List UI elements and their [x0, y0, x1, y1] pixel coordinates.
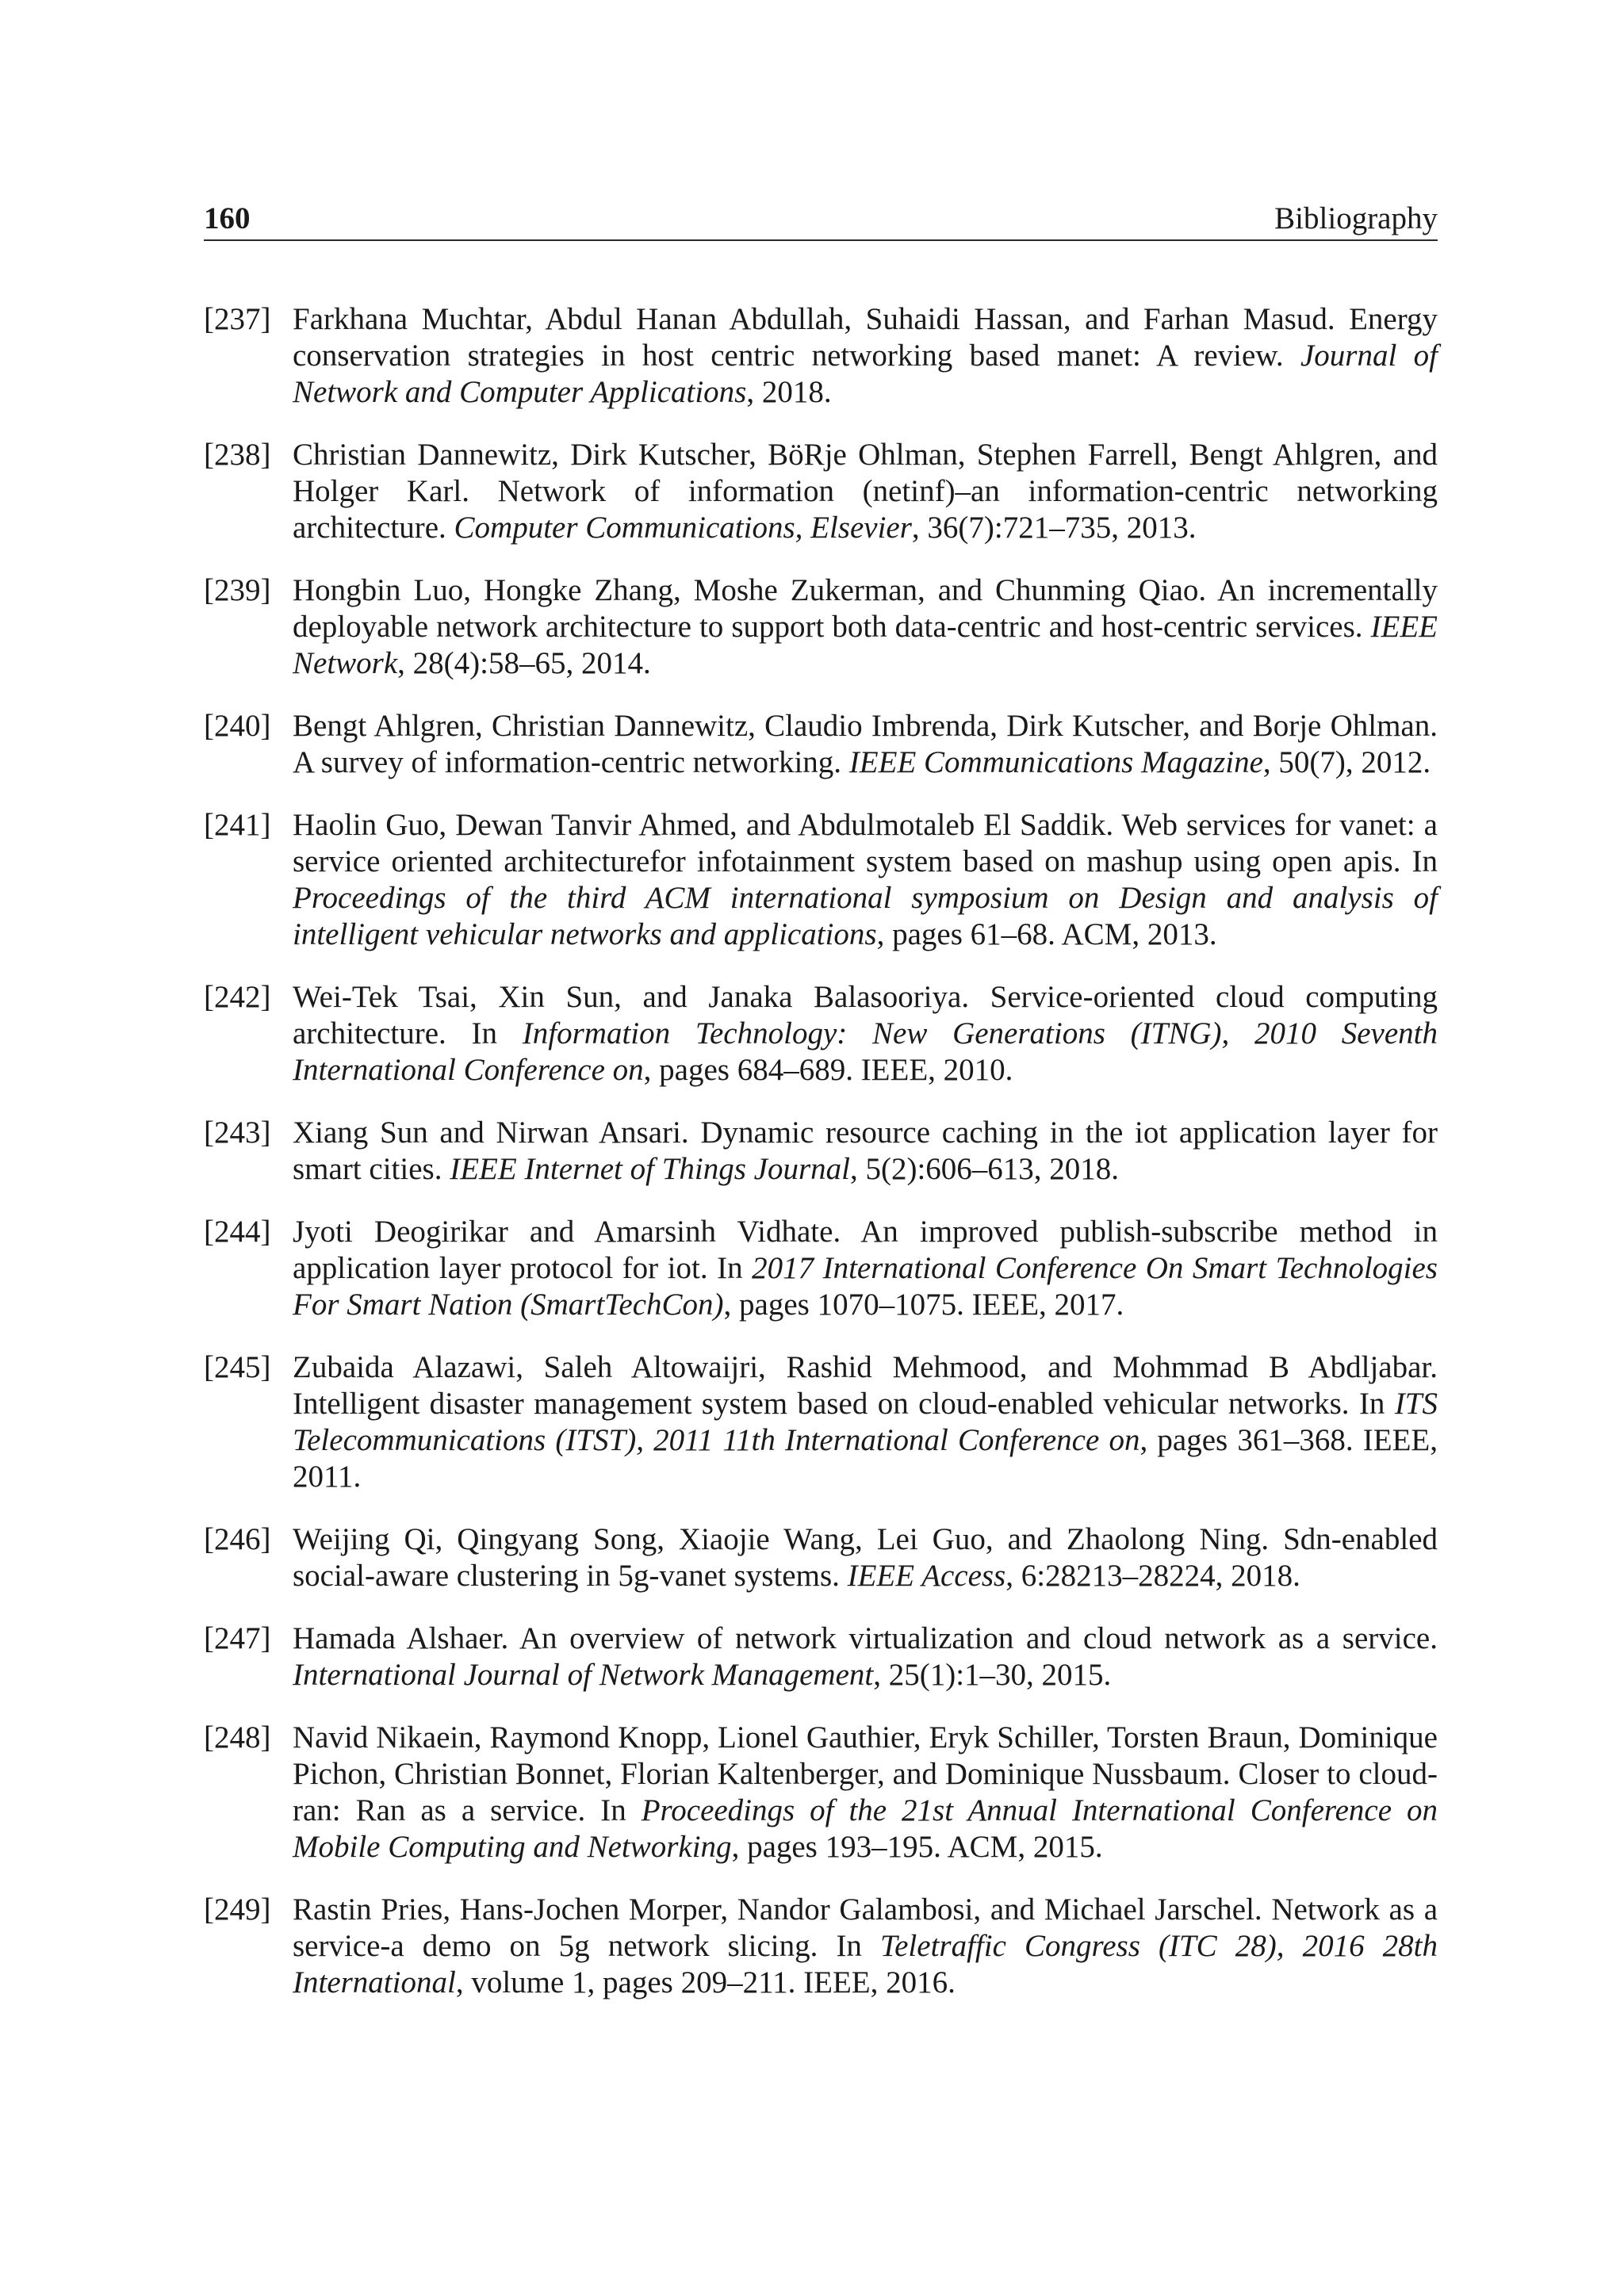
reference-prefix: In [1411, 844, 1438, 878]
bibliography-entry [204, 1621, 1438, 1693]
reference-label: [242] [204, 980, 271, 1014]
reference-details: , pages 1070–1075. IEEE, 2017. [723, 1288, 1124, 1322]
reference-text [293, 1621, 1438, 1693]
reference-prefix: In [1358, 1387, 1395, 1421]
bibliography-entry [204, 437, 1438, 546]
reference-venue: Journal of Network and Computer Applications [293, 339, 1438, 409]
reference-label: [245] [204, 1350, 271, 1384]
reference-text [293, 1720, 1438, 1866]
reference-text [293, 1349, 1438, 1495]
reference-authors: Navid Nikaein, Raymond Knopp, Lionel Gauthier, Eryk Schiller, Torsten Braun, Dominique Pichon, Christian Bonnet, Florian Kaltenberger, and Dominique Nussbaum. [293, 1720, 1438, 1791]
reference-details: , 50(7), 2012. [1262, 745, 1431, 779]
reference-details: , pages 684–689. IEEE, 2010. [643, 1053, 1013, 1087]
reference-title: An overview of network virtualization and cloud network as a service. [519, 1621, 1438, 1655]
bibliography-entry [204, 572, 1438, 682]
reference-venue: IEEE Communications Magazine [848, 745, 1263, 779]
reference-venue: IEEE Internet of Things Journal [450, 1152, 850, 1186]
reference-authors: Xiang Sun and Nirwan Ansari. [293, 1115, 689, 1150]
bibliography-entry [204, 1349, 1438, 1495]
bibliography-entry [204, 1892, 1438, 2001]
reference-title: Energy conservation strategies in host centric networking based manet: A review. [293, 302, 1438, 373]
reference-authors: Farkhana Muchtar, Abdul Hanan Abdullah, Suhaidi Hassan, and Farhan Masud. [293, 302, 1335, 336]
reference-label: [239] [204, 573, 271, 607]
bibliography-entry [204, 1521, 1438, 1594]
reference-venue: 2017 International Conference On Smart Technologies For Smart Nation (SmartTechCon) [293, 1251, 1438, 1322]
reference-venue: Teletraffic Congress (ITC 28), 2016 28th International [293, 1929, 1438, 1999]
reference-label: [241] [204, 808, 271, 842]
reference-text [293, 1521, 1438, 1594]
reference-venue: Computer Communications, Elsevier [454, 511, 912, 545]
reference-prefix: In [600, 1793, 642, 1827]
bibliography-entry [204, 301, 1438, 411]
bibliography-entry [204, 1115, 1438, 1188]
running-head: Bibliography [1274, 201, 1438, 235]
reference-text [293, 301, 1438, 411]
reference-prefix: In [836, 1929, 881, 1963]
reference-text [293, 1892, 1438, 2001]
reference-details: , pages 361–368. IEEE, 2011. [293, 1423, 1438, 1494]
page-number: 160 [204, 201, 251, 235]
reference-title: Service-oriented cloud computing architecture. [293, 980, 1438, 1050]
reference-text [293, 437, 1438, 546]
reference-text [293, 572, 1438, 682]
reference-text [293, 1214, 1438, 1323]
reference-label: [247] [204, 1621, 271, 1655]
reference-title: Network as a service-a demo on 5g network slicing. [293, 1892, 1438, 1963]
reference-text [293, 807, 1438, 953]
reference-title: Intelligent disaster management system based on cloud-enabled vehicular networks. [293, 1387, 1350, 1421]
bibliography-list [204, 301, 1438, 2027]
reference-authors: Zubaida Alazawi, Saleh Altowaijri, Rashid Mehmood, and Mohmmad B Abdljabar. [293, 1350, 1438, 1384]
reference-title: Dynamic resource caching in the iot application layer for smart cities. [293, 1115, 1438, 1186]
reference-text [293, 1115, 1438, 1188]
page-header [204, 195, 1438, 241]
reference-authors: Hamada Alshaer. [293, 1621, 509, 1655]
reference-venue: Information Technology: New Generations (ITNG), 2010 Seventh International Conference on [293, 1016, 1438, 1087]
reference-details: , 25(1):1–30, 2015. [873, 1658, 1112, 1692]
reference-authors: Christian Dannewitz, Dirk Kutscher, BöRje Ohlman, Stephen Farrell, Bengt Ahlgren, and Holger Karl. [293, 438, 1438, 508]
reference-authors: Jyoti Deogirikar and Amarsinh Vidhate. [293, 1215, 841, 1249]
reference-authors: Haolin Guo, Dewan Tanvir Ahmed, and Abdulmotaleb El Saddik. [293, 808, 1114, 842]
reference-details: , pages 61–68. ACM, 2013. [876, 917, 1217, 951]
reference-venue: International Journal of Network Management [293, 1658, 874, 1692]
reference-label: [238] [204, 438, 271, 472]
reference-title: An incrementally deployable network architecture to support both data-centric and host-centric services. [293, 573, 1438, 644]
reference-details: , 5(2):606–613, 2018. [849, 1152, 1120, 1186]
reference-label: [243] [204, 1115, 271, 1150]
bibliography-entry [204, 708, 1438, 781]
reference-label: [244] [204, 1215, 271, 1249]
reference-title: A survey of information-centric networking. [293, 745, 842, 779]
reference-label: [249] [204, 1892, 271, 1927]
reference-title: Web services for vanet: a service oriented architecturefor infotainment system based on mashup using open apis. [293, 808, 1438, 878]
reference-title: Sdn-enabled social-aware clustering in 5g-vanet systems. [293, 1522, 1438, 1593]
bibliography-entry [204, 1720, 1438, 1866]
reference-text [293, 708, 1438, 781]
reference-venue: IEEE Network [293, 610, 1438, 680]
reference-title: Closer to cloud-ran: Ran as a service. [293, 1757, 1438, 1827]
reference-venue: Proceedings of the third ACM international symposium on Design and analysis of intelligent vehicular networks and applications [293, 881, 1438, 951]
reference-label: [248] [204, 1720, 271, 1755]
bibliography-entry [204, 979, 1438, 1089]
reference-title: Network of information (netinf)–an information-centric networking architecture. [293, 474, 1438, 545]
reference-authors: Weijing Qi, Qingyang Song, Xiaojie Wang, Lei Guo, and Zhaolong Ning. [293, 1522, 1270, 1556]
reference-details: , 6:28213–28224, 2018. [1005, 1559, 1300, 1593]
reference-prefix: In [717, 1251, 753, 1285]
reference-details: , pages 193–195. ACM, 2015. [731, 1830, 1103, 1864]
reference-details: , 36(7):721–735, 2013. [911, 511, 1197, 545]
bibliography-entry [204, 1214, 1438, 1323]
reference-venue: ITS Telecommunications (ITST), 2011 11th International Conference on [293, 1387, 1438, 1457]
reference-details: , 28(4):58–65, 2014. [397, 646, 651, 680]
reference-label: [240] [204, 709, 271, 743]
bibliography-entry [204, 807, 1438, 953]
reference-authors: Wei-Tek Tsai, Xin Sun, and Janaka Balasooriya. [293, 980, 970, 1014]
reference-details: , 2018. [746, 375, 832, 409]
reference-details: , volume 1, pages 209–211. IEEE, 2016. [455, 1965, 956, 1999]
reference-authors: Bengt Ahlgren, Christian Dannewitz, Claudio Imbrenda, Dirk Kutscher, and Borje Ohlman. [293, 709, 1438, 743]
reference-venue: Proceedings of the 21st Annual International Conference on Mobile Computing and Networking [293, 1793, 1438, 1864]
reference-authors: Hongbin Luo, Hongke Zhang, Moshe Zukerman, and Chunming Qiao. [293, 573, 1207, 607]
reference-prefix: In [471, 1016, 523, 1050]
reference-label: [246] [204, 1522, 271, 1556]
reference-title: An improved publish-subscribe method in application layer protocol for iot. [293, 1215, 1438, 1285]
reference-authors: Rastin Pries, Hans-Jochen Morper, Nandor Galambosi, and Michael Jarschel. [293, 1892, 1262, 1927]
reference-label: [237] [204, 302, 271, 336]
reference-venue: IEEE Access [847, 1559, 1006, 1593]
reference-text [293, 979, 1438, 1089]
